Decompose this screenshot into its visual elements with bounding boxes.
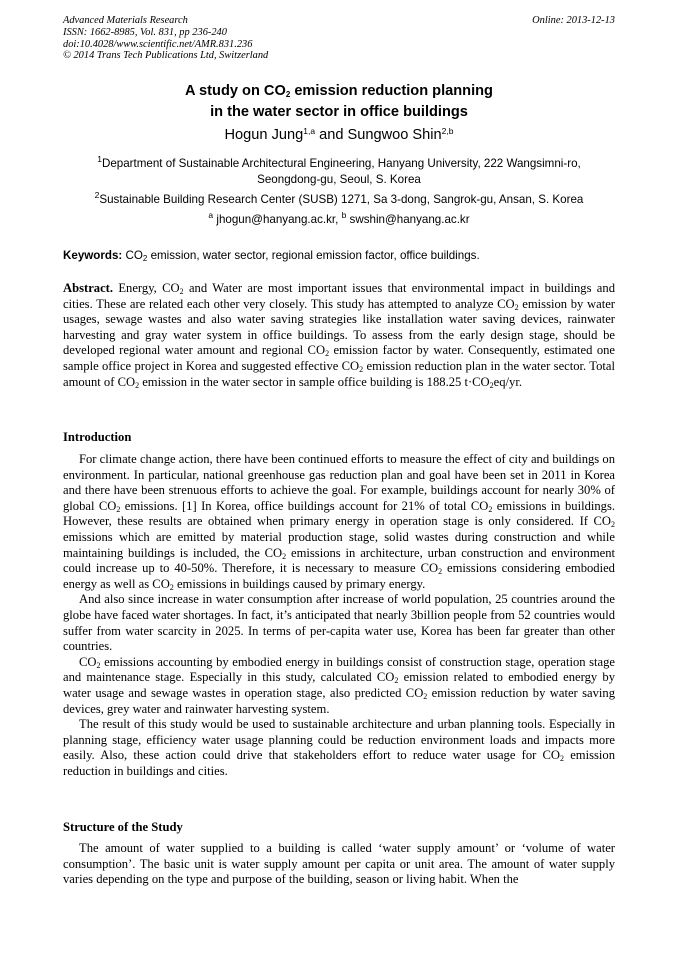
- subscript: 2: [179, 287, 184, 296]
- text: emissions in buildings caused by primary energy.: [173, 576, 426, 591]
- title-text: A study on CO: [185, 83, 286, 99]
- subscript: 2: [423, 691, 428, 701]
- affiliation-2-sup: 2: [94, 190, 100, 200]
- subscript: 2: [325, 349, 330, 359]
- keywords-text: CO: [122, 249, 143, 262]
- text: emission reduction by water saving devices, grey water and rainwater harvesting system.: [63, 685, 615, 716]
- email-a-sup: a: [208, 210, 214, 220]
- keywords-subscript: 2: [142, 254, 148, 263]
- affiliation-2: [63, 192, 615, 208]
- intro-paragraph-1: [63, 452, 615, 592]
- keywords: [63, 248, 615, 264]
- section-heading-introduction: Introduction: [63, 430, 132, 444]
- subscript: 2: [514, 302, 519, 312]
- author-2-sup: 2,b: [441, 126, 454, 136]
- keywords-text-cont: emission, water sector, regional emission factor, office buildings.: [147, 249, 480, 262]
- author-1: Hogun Jung: [224, 127, 304, 143]
- author-emails: [63, 212, 615, 228]
- structure-paragraph-1: The amount of water supplied to a building is called ‘water supply amount’ or ‘volume of water consumption’. The basic unit is water supply amount per capita or unit area. The amount of water supply varies depending on the type and purpose of the building, season or living habit. When the: [63, 841, 615, 887]
- text: emissions accounting by embodied energy in buildings consist of construction stage, operation stage and maintenance stage. Especially in this study, calculated CO: [63, 654, 615, 685]
- subscript: 2: [438, 567, 443, 577]
- journal-name: Advanced Materials Research: [63, 15, 188, 26]
- subscript: 2: [96, 660, 101, 670]
- subscript: 2: [359, 364, 364, 374]
- doi-line: doi:10.4028/www.scientific.net/AMR.831.236: [63, 38, 253, 50]
- text: emission related to embodied energy by water usage and sewage wastes in operation stage, also predicted CO: [63, 670, 615, 700]
- subscript: 2: [560, 754, 565, 764]
- affiliation-1: [63, 156, 615, 187]
- abstract-text: emission in the water sector in sample office building is 188.25 t·CO: [139, 374, 490, 389]
- title-line-2: in the water sector in office buildings: [210, 104, 468, 120]
- subscript: 2: [394, 676, 399, 686]
- title-line-1: [63, 81, 615, 102]
- abstract-text: emission by water usages, sewage wastes and also water saving strategies like installation water saving devices, rainwater harvesting and gray water system in office buildings. To assess from the early design stage, should be developed regional water amount and regional CO: [63, 296, 615, 358]
- subscript: 2: [169, 582, 174, 592]
- abstract: [63, 281, 615, 390]
- title-text-cont: emission reduction planning: [290, 83, 493, 99]
- subscript: 2: [489, 380, 494, 390]
- abstract-text: emission factor by water. Consequently, estimated one sample office project in Korea and suggested effective CO: [63, 343, 615, 373]
- subscript: 2: [611, 520, 615, 530]
- abstract-label: Abstract.: [63, 281, 114, 295]
- subscript: 2: [116, 504, 121, 514]
- paper-title: [63, 81, 615, 123]
- text: emissions in buildings. However, these results are obtained when primary energy in operation stage is only considered. If CO: [63, 498, 616, 529]
- affiliation-1-line-2: Seongdong-gu, Seoul, S. Korea: [257, 172, 421, 186]
- subscript: 2: [282, 551, 287, 561]
- structure-body: [63, 841, 615, 888]
- intro-paragraph-2: And also since increase in water consumption after increase of world population, 25 countries around the globe have faced water shortages. In fact, it’s anticipated that nearly 3billion people from 52 countries would suffer from water scarcity in 2025. In terms of per-capita water use, Korea has been far greater than other countries.: [63, 592, 615, 654]
- text: emission reduction in buildings and cities.: [63, 748, 615, 778]
- affiliation-2-text: Sustainable Building Research Center (SUSB) 1271, Sa 3-dong, Sangrok-gu, Ansan, S. Korea: [99, 193, 584, 206]
- subscript: 2: [135, 380, 140, 390]
- intro-paragraph-4: [63, 717, 615, 779]
- text: The result of this study would be used to sustainable architecture and urban planning tools. Especially in planning stage, efficiency water usage planning could be reduction environment loads and impacts more easily. Also, these action could drive that stakeholders effort to reduce water usage for CO: [63, 717, 615, 763]
- keywords-label: Keywords:: [63, 249, 123, 262]
- intro-paragraph-3: [63, 655, 615, 717]
- abstract-text: and Water are most important issues that environmental impact in buildings and cities. These are related each other very closely. This study has attempted to analyze CO: [63, 281, 615, 311]
- author-2: and Sungwoo Shin: [315, 127, 442, 143]
- text: emissions considering embodied energy as well as CO: [63, 561, 615, 591]
- affiliation-1-line-1: Department of Sustainable Architectural Engineering, Hanyang University, 222 Wangsimni-ro,: [101, 157, 581, 170]
- email-b-sup: b: [341, 210, 347, 220]
- text: CO: [79, 654, 97, 669]
- author-list: [63, 126, 615, 144]
- text: emissions. [1] In Korea, office buildings account for 21% of total CO: [120, 498, 489, 513]
- abstract-text: emission reduction plan in the water sector. Total amount of CO: [63, 358, 615, 389]
- author-1-sup: 1,a: [303, 126, 316, 136]
- subscript: 2: [488, 504, 493, 514]
- title-subscript: 2: [285, 90, 291, 99]
- copyright-line: © 2014 Trans Tech Publications Ltd, Switzerland: [63, 50, 269, 62]
- text: For climate change action, there have been continued efforts to measure the effect of city and buildings on environment. In particular, national greenhouse gas reduction plan and goal have been set in 2011 in Korea and there have been strenuous efforts to achieve the goal. For example, buildings account for nearly 30% of global CO: [63, 452, 615, 513]
- email-a: jhogun@hanyang.ac.kr,: [213, 213, 342, 226]
- issn-line: ISSN: 1662-8985, Vol. 831, pp 236-240: [63, 26, 227, 38]
- online-date: Online: 2013-12-13: [532, 15, 615, 26]
- text: emissions which are emitted by material production stage, solid wastes during construction and while maintaining buildings is included, the CO: [63, 529, 615, 560]
- abstract-text: Energy, CO: [113, 281, 180, 295]
- introduction-body: [63, 452, 615, 779]
- text: emissions in architecture, urban construction and environment could increase up to 40-50%. Therefore, it is necessary to measure CO: [63, 545, 616, 576]
- affiliation-1-sup: 1: [97, 154, 102, 164]
- section-heading-structure: Structure of the Study: [63, 820, 183, 834]
- abstract-text: eq/yr.: [493, 374, 522, 389]
- journal-header: [63, 15, 615, 62]
- email-b: swshin@hanyang.ac.kr: [346, 213, 470, 226]
